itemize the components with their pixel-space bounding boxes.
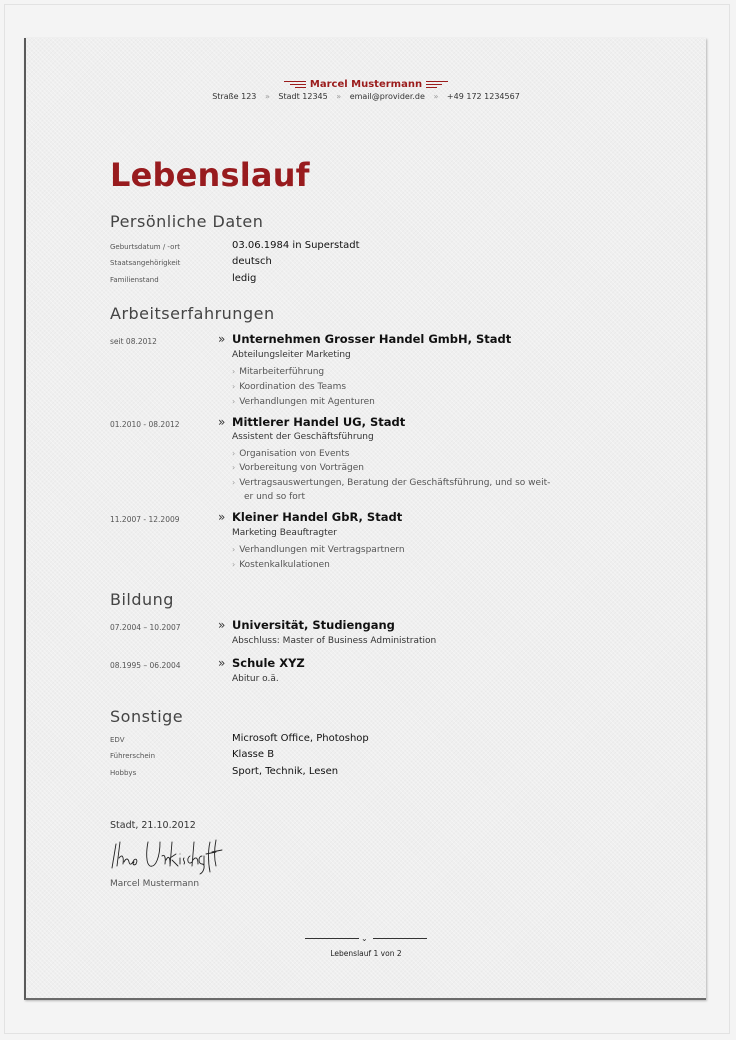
bullet-chevron-icon: › [232, 463, 236, 472]
chevron-down-icon: ⌄ [361, 934, 368, 943]
contact-city: Stadt 12345 [278, 92, 328, 101]
double-chevron-icon: » [336, 92, 342, 101]
work-date: seit 08.2012 [110, 337, 157, 346]
contact-line [26, 92, 706, 101]
other-value: Klasse B [232, 749, 275, 760]
contact-street: Straße 123 [212, 92, 257, 101]
personal-value: ledig [232, 273, 257, 284]
work-position: Abteilungsleiter Marketing [232, 350, 351, 360]
personal-label: Geburtsdatum / -ort [110, 243, 180, 251]
double-chevron-icon: » [433, 92, 439, 101]
education-entry-title [218, 618, 395, 632]
work-bullet [232, 365, 324, 379]
other-label: Führerschein [110, 752, 156, 760]
wing-left-icon [284, 81, 306, 88]
bullet-text: Koordination des Teams [239, 382, 347, 392]
bullet-chevron-icon: › [232, 382, 236, 391]
page-number: Lebenslauf 1 von 2 [330, 949, 402, 958]
header-name: Marcel Mustermann [309, 79, 423, 90]
work-bullet [232, 461, 364, 475]
other-value: Sport, Technik, Lesen [232, 766, 339, 777]
work-employer: Mittlerer Handel UG, Stadt [232, 415, 406, 429]
education-institution: Universität, Studiengang [232, 618, 395, 632]
bullet-chevron-icon: › [232, 449, 236, 458]
work-entry-title [218, 510, 402, 524]
work-entry-title [218, 415, 405, 429]
other-label: Hobbys [110, 769, 137, 777]
education-entry-title [218, 656, 305, 670]
bullet-text: Mitarbeiterführung [239, 367, 325, 377]
signer-name: Marcel Mustermann [110, 879, 200, 889]
work-bullet [232, 380, 346, 394]
bullet-text: Kostenkalkulationen [239, 560, 330, 570]
cv-page [24, 38, 706, 1000]
education-degree: Abschluss: Master of Business Administration [232, 636, 437, 646]
bullet-text: Verhandlungen mit Agenturen [239, 397, 375, 407]
wing-right-icon [426, 81, 448, 88]
work-position: Marketing Beauftragter [232, 528, 337, 538]
work-bullet [232, 543, 405, 557]
header [26, 73, 706, 92]
double-chevron-icon: » [218, 656, 226, 670]
section-other-heading: Sonstige [110, 707, 184, 726]
education-institution: Schule XYZ [232, 656, 305, 670]
document-title: Lebenslauf [110, 156, 310, 194]
bullet-chevron-icon: › [232, 367, 236, 376]
education-date: 08.1995 – 06.2004 [110, 661, 181, 670]
personal-label: Familienstand [110, 276, 159, 284]
signature-image [110, 836, 240, 876]
section-personal-heading: Persönliche Daten [110, 212, 264, 231]
work-date: 01.2010 - 08.2012 [110, 420, 180, 429]
work-bullet [232, 558, 330, 572]
work-date: 11.2007 - 12.2009 [110, 515, 180, 524]
bullet-chevron-icon: › [232, 545, 236, 554]
work-bullet [232, 476, 550, 490]
other-label: EDV [110, 736, 125, 744]
double-chevron-icon: » [218, 510, 226, 524]
work-bullet [232, 447, 349, 461]
bullet-text: Vorbereitung von Vorträgen [239, 463, 364, 473]
bullet-text: Organisation von Events [239, 449, 350, 459]
footer-rule-left [305, 938, 359, 939]
double-chevron-icon: » [218, 332, 226, 346]
bullet-text: Vertragsauswertungen, Beratung der Geschäftsführung, und so weit- [239, 478, 551, 488]
personal-value: 03.06.1984 in Superstadt [232, 240, 360, 251]
bullet-chevron-icon: › [232, 397, 236, 406]
double-chevron-icon: » [218, 415, 226, 429]
work-employer: Unternehmen Grosser Handel GmbH, Stadt [232, 332, 512, 346]
work-position: Assistent der Geschäftsführung [232, 432, 374, 442]
contact-email[interactable]: email@provider.de [349, 92, 425, 101]
education-degree: Abitur o.ä. [232, 674, 279, 684]
footer-rule-right [373, 938, 427, 939]
section-education-heading: Bildung [110, 590, 174, 609]
place-date: Stadt, 21.10.2012 [110, 820, 196, 831]
education-date: 07.2004 – 10.2007 [110, 623, 181, 632]
bullet-chevron-icon: › [232, 478, 236, 487]
work-bullet [232, 395, 375, 409]
work-employer: Kleiner Handel GbR, Stadt [232, 510, 403, 524]
double-chevron-icon: » [218, 618, 226, 632]
work-bullet-continuation: er und so fort [244, 492, 306, 502]
bullet-text: Verhandlungen mit Vertragspartnern [239, 545, 405, 555]
other-value: Microsoft Office, Photoshop [232, 733, 369, 744]
personal-value: deutsch [232, 256, 272, 267]
header-name-block [284, 79, 448, 90]
bullet-chevron-icon: › [232, 560, 236, 569]
double-chevron-icon: » [264, 92, 270, 101]
work-entry-title [218, 332, 511, 346]
personal-label: Staatsangehörigkeit [110, 259, 181, 267]
section-work-heading: Arbeitserfahrungen [110, 304, 275, 323]
contact-phone: +49 172 1234567 [446, 92, 520, 101]
